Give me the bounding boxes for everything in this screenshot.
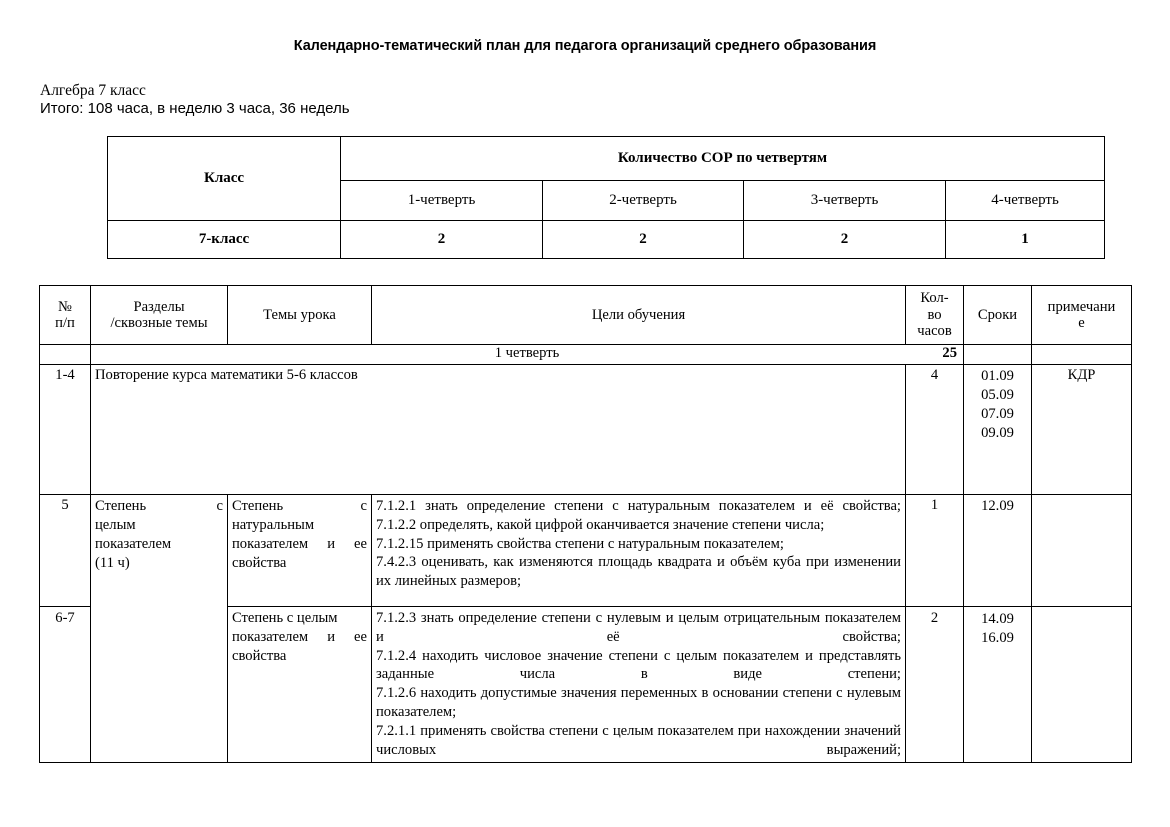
- row-dates: [964, 495, 1032, 607]
- row-dates: [964, 365, 1032, 495]
- quarter-empty-notes: [1032, 345, 1132, 365]
- row-topic: [228, 495, 372, 607]
- header-sections-line2: /сквозные темы: [110, 315, 208, 331]
- header-number-line2: п/п: [55, 315, 75, 331]
- header-sections: [91, 286, 228, 345]
- subject-line: Алгебра 7 класс: [40, 82, 146, 99]
- row-number: 6-7: [40, 607, 91, 763]
- sor-quarter-3: 3-четверть: [744, 181, 946, 221]
- row-section-title: [91, 495, 228, 763]
- sor-summary-table: [107, 136, 1105, 259]
- row-hours: 4: [906, 365, 964, 495]
- sor-class-header: Класс: [108, 137, 341, 221]
- table-row: [108, 221, 1105, 259]
- row-hours: 2: [906, 607, 964, 763]
- sor-value-3: 2: [744, 221, 946, 259]
- goal-item: 7.4.2.3 оценивать, как изменяются площадь квадрата и объём куба при изменении их линейных размеров;: [376, 554, 901, 590]
- header-hours-line3: часов: [917, 323, 952, 340]
- goal-item: 7.1.2.15 применять свойства степени с натуральным показателем;: [376, 535, 784, 552]
- quarter-label: 1 четверть: [494, 345, 560, 361]
- header-topics: Темы урока: [228, 286, 372, 345]
- date-item: 07.09: [981, 405, 1014, 422]
- quarter-empty-dates: [964, 345, 1032, 365]
- row-note: [1032, 607, 1132, 763]
- section-line: целым: [95, 516, 136, 533]
- goal-item: 7.1.2.6 находить допустимые значения переменных в основании степени с нулевым показателем;: [376, 685, 901, 721]
- goal-item: 7.2.1.1 применять свойства степени с целым показателем при нахождении значений числовых выражений;: [376, 722, 901, 758]
- quarter-divider-row: [40, 345, 1132, 365]
- header-number: [40, 286, 91, 345]
- sor-quarter-2: 2-четверть: [543, 181, 744, 221]
- header-sections-line1: Разделы: [133, 298, 185, 315]
- row-note: КДР: [1032, 365, 1132, 495]
- goal-item: 7.1.2.3 знать определение степени с нулевым и целым отрицательным показателем и её свойства;: [376, 610, 901, 645]
- quarter-title-cell: [91, 345, 964, 365]
- calendar-plan-table: [39, 285, 1132, 763]
- sor-value-2: 2: [543, 221, 744, 259]
- table-row: [40, 495, 1132, 607]
- quarter-hours: 25: [942, 345, 957, 361]
- header-hours: [906, 286, 964, 345]
- topic-line: свойства: [232, 647, 287, 664]
- section-line: Степень с: [95, 498, 223, 514]
- table-header-row: [40, 286, 1132, 345]
- header-number-line1: №: [58, 298, 72, 315]
- row-number: 1-4: [40, 365, 91, 495]
- row-number: 5: [40, 495, 91, 607]
- date-item: 01.09: [981, 368, 1014, 384]
- header-notes-line2: е: [1078, 315, 1085, 331]
- row-hours: 1: [906, 495, 964, 607]
- row-goals: [372, 495, 906, 607]
- header-hours-line1: Кол-: [920, 290, 949, 307]
- topic-line: Степень с целым: [232, 610, 338, 626]
- row-goals: [372, 607, 906, 763]
- goal-item: 7.1.2.2 определять, какой цифрой оканчивается значение степени числа;: [376, 516, 825, 533]
- topic-line: натуральным: [232, 516, 315, 533]
- table-row: [40, 365, 1132, 495]
- section-line: показателем: [95, 535, 172, 552]
- date-item: 05.09: [981, 386, 1014, 403]
- quarter-empty-num: [40, 345, 91, 365]
- header-hours-line2: во: [927, 306, 942, 323]
- sor-row-class: 7-класс: [108, 221, 341, 259]
- row-section-title: Повторение курса математики 5-6 классов: [91, 365, 906, 495]
- goal-item: 7.1.2.4 находить числовое значение степени с целым показателем и представлять заданные числа в виде степени;: [376, 647, 901, 683]
- header-goals: Цели обучения: [372, 286, 906, 345]
- sor-count-header: Количество СОР по четвертям: [341, 137, 1105, 181]
- section-line: (11 ч): [95, 554, 130, 571]
- topic-line: показателем и ее: [232, 535, 367, 552]
- table-row: [108, 137, 1105, 181]
- topic-line: показателем и ее: [232, 628, 367, 645]
- row-dates: [964, 607, 1032, 763]
- header-notes: [1032, 286, 1132, 345]
- date-item: 09.09: [981, 424, 1014, 441]
- row-note: [1032, 495, 1132, 607]
- header-notes-line1: примечани: [1047, 298, 1116, 315]
- date-item: 12.09: [981, 498, 1014, 514]
- topic-line: свойства: [232, 554, 287, 571]
- totals-line: Итого: 108 часа, в неделю 3 часа, 36 недель: [40, 100, 350, 117]
- header-dates: Сроки: [964, 286, 1032, 345]
- sor-quarter-1: 1-четверть: [341, 181, 543, 221]
- sor-value-1: 2: [341, 221, 543, 259]
- topic-line: Степень с: [232, 498, 367, 514]
- sor-quarter-4: 4-четверть: [946, 181, 1105, 221]
- date-item: 14.09: [981, 611, 1014, 627]
- sor-value-4: 1: [946, 221, 1105, 259]
- goal-item: 7.1.2.1 знать определение степени с натуральным показателем и её свойства;: [376, 498, 901, 514]
- date-item: 16.09: [981, 629, 1014, 646]
- row-topic: [228, 607, 372, 763]
- page-title: Календарно-тематический план для педагога организаций среднего образования: [293, 38, 877, 54]
